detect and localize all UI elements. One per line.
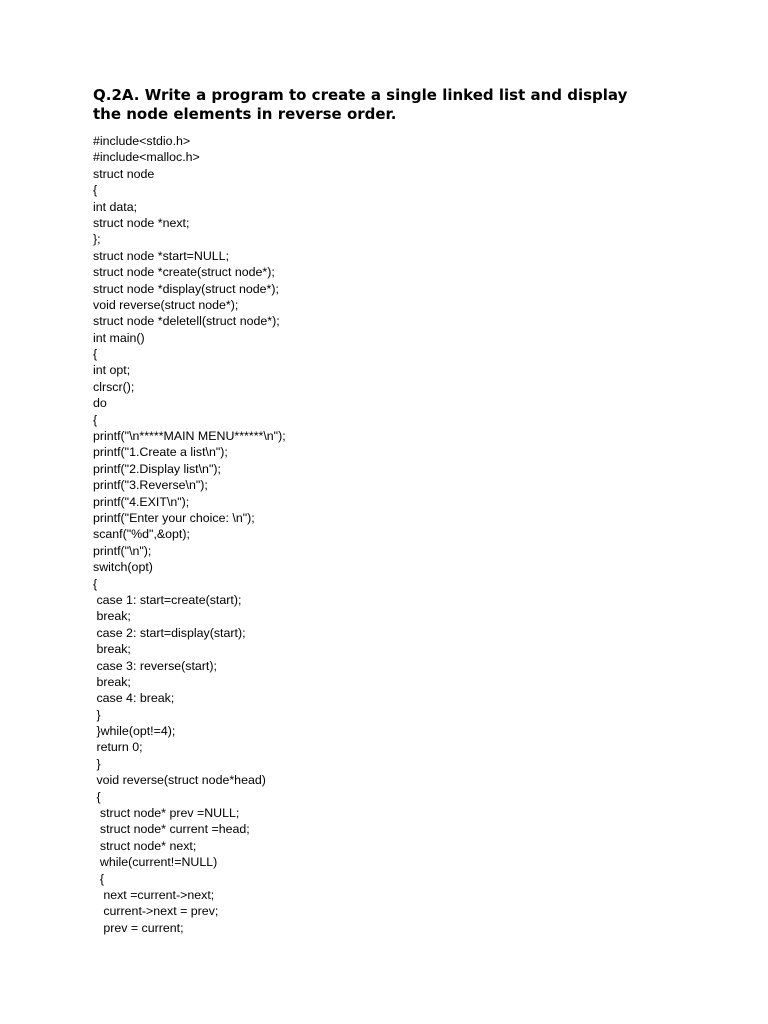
code-line: #include<stdio.h> [93, 134, 191, 148]
question-heading-line-1: Q.2A. Write a program to create a single linked list and display [93, 86, 628, 104]
code-line: case 2: start=display(start); [93, 625, 246, 640]
code-line: } [93, 756, 101, 771]
code-line: printf("1.Create a list\n"); [93, 445, 228, 460]
code-line: void reverse(struct node*head) [93, 773, 266, 788]
code-line: }while(opt!=4); [93, 724, 176, 739]
code-line: scanf("%d",&opt); [93, 527, 190, 542]
code-line: break; [93, 642, 131, 657]
code-listing [93, 133, 286, 936]
code-line: #include<malloc.h> [93, 150, 200, 165]
code-line: int opt; [93, 363, 131, 378]
code-line: struct node *start=NULL; [93, 248, 230, 263]
code-line: prev = current; [93, 920, 184, 935]
code-line: printf("2.Display list\n"); [93, 461, 221, 476]
code-line: { [93, 347, 98, 362]
code-line: struct node [93, 166, 155, 181]
code-line: do [93, 396, 107, 411]
code-line: { [93, 183, 98, 198]
code-line: break; [93, 674, 131, 689]
code-line: case 3: reverse(start); [93, 658, 217, 673]
code-line: struct node *display(struct node*); [93, 281, 279, 296]
code-line: int main() [93, 330, 145, 345]
code-line: while(current!=NULL) [93, 855, 218, 870]
code-line: case 4: break; [93, 691, 175, 706]
code-line: int data; [93, 199, 138, 214]
code-line: printf("\n*****MAIN MENU******\n"); [93, 429, 286, 444]
code-line: struct node *next; [93, 215, 190, 230]
code-line: printf("4.EXIT\n"); [93, 494, 190, 509]
question-heading [93, 86, 693, 124]
code-line: break; [93, 609, 131, 624]
code-line: printf("\n"); [93, 543, 152, 558]
code-line: printf("3.Reverse\n"); [93, 478, 208, 493]
code-line: }; [93, 232, 101, 247]
code-line: } [93, 707, 101, 722]
code-line: struct node *deletell(struct node*); [93, 314, 280, 329]
code-line: void reverse(struct node*); [93, 297, 239, 312]
code-line: { [93, 412, 98, 427]
code-line: case 1: start=create(start); [93, 592, 242, 607]
code-line: struct node *create(struct node*); [93, 265, 275, 280]
code-line: next =current->next; [93, 887, 215, 902]
code-line: { [93, 576, 98, 591]
code-line: { [93, 871, 105, 886]
code-line: printf("Enter your choice: \n"); [93, 510, 255, 525]
code-line: struct node* current =head; [93, 822, 250, 837]
code-line: switch(opt) [93, 560, 153, 575]
code-line: struct node* next; [93, 838, 197, 853]
question-heading-line-2: the node elements in reverse order. [93, 105, 397, 123]
code-line: clrscr(); [93, 379, 135, 394]
code-line: current->next = prev; [93, 904, 219, 919]
code-line: struct node* prev =NULL; [93, 806, 240, 821]
code-line: return 0; [93, 740, 143, 755]
code-line: { [93, 789, 101, 804]
